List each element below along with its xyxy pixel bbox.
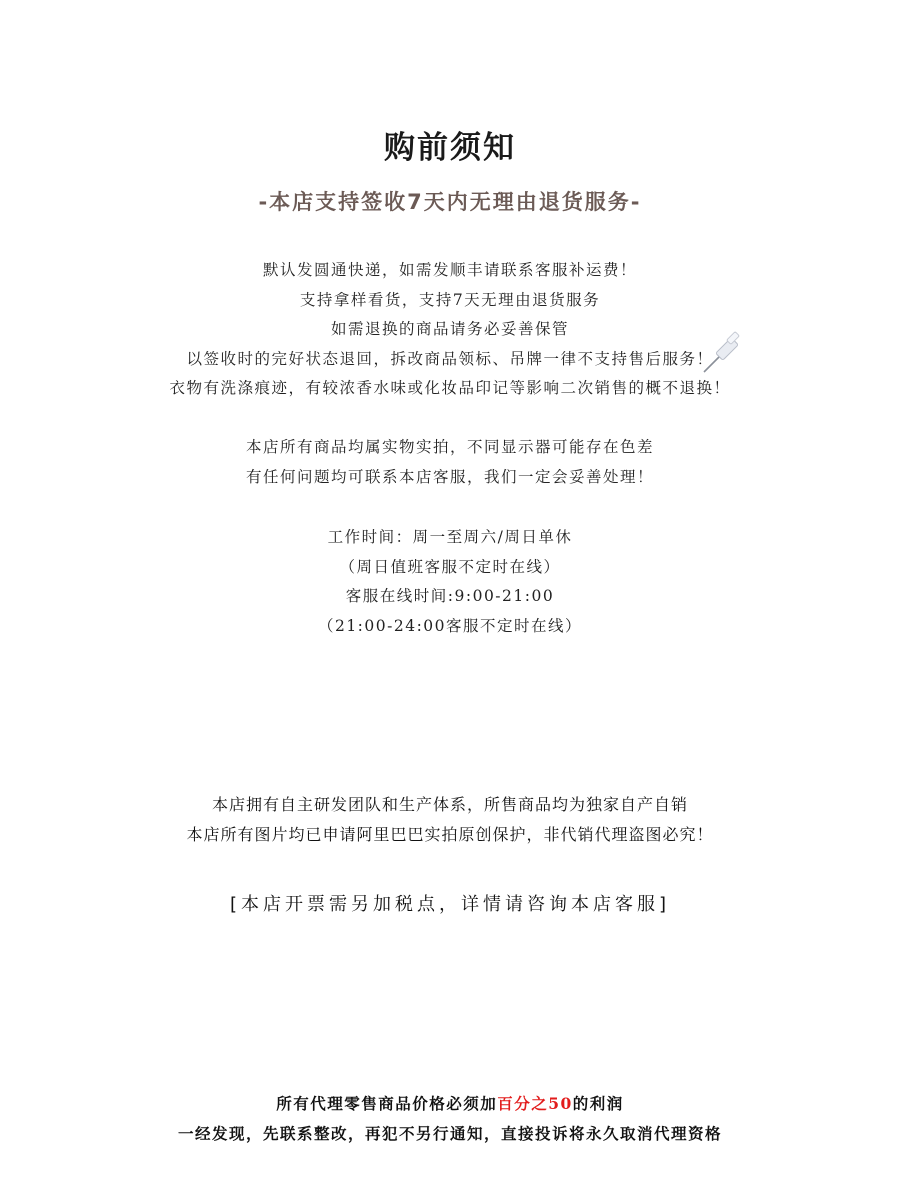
page-title: 购前须知 <box>384 130 516 166</box>
notice-line: 默认发圆通快递，如需发顺丰请联系客服补运费！ <box>262 261 637 279</box>
agent-pricing-text: 所有代理零售商品价格必须加 <box>276 1094 498 1113</box>
shipping-return-notice <box>0 256 900 404</box>
agent-pricing-text-end: 的利润 <box>572 1094 624 1113</box>
profit-margin-highlight: 百分之50 <box>497 1094 573 1113</box>
hours-line: （21:00-24:00客服不定时在线） <box>317 616 583 635</box>
push-pin-icon <box>700 330 746 376</box>
notice-line: 衣物有洗涤痕迹，有较浓香水味或化妆品印记等影响二次销售的概不退换！ <box>169 379 731 397</box>
hours-line: （周日值班客服不定时在线） <box>339 557 561 576</box>
rd-line: 本店所有图片均已申请阿里巴巴实拍原创保护，非代销代理盗图必究！ <box>186 825 714 844</box>
hours-line: 工作时间：周一至周六/周日单休 <box>327 528 573 546</box>
display-line: 有任何问题均可联系本店客服，我们一定会妥善处理！ <box>245 467 654 486</box>
agent-penalty-line: 一经发现，先联系整改，再犯不另行通知，直接投诉将永久取消代理资格 <box>177 1124 722 1143</box>
invoice-notice: [本店开票需另加税点，详情请咨询本店客服] <box>229 894 671 915</box>
notice-line: 如需退换的商品请务必妥善保管 <box>330 320 569 338</box>
display-notice <box>0 433 900 492</box>
originality-statement <box>0 790 900 850</box>
display-line: 本店所有商品均属实物实拍，不同显示器可能存在色差 <box>245 438 654 456</box>
agent-pricing-rules <box>0 1089 900 1149</box>
service-hours <box>0 523 900 641</box>
agent-pricing-line <box>0 1089 900 1119</box>
return-policy-subtitle: -本店支持签收7天内无理由退货服务- <box>258 190 642 214</box>
hours-line: 客服在线时间:9:00-21:00 <box>345 587 555 605</box>
rd-line: 本店拥有自主研发团队和生产体系，所售商品均为独家自产自销 <box>211 795 688 814</box>
notice-line: 支持拿样看货，支持7天无理由退货服务 <box>299 290 601 309</box>
notice-line: 以签收时的完好状态退回，拆改商品领标、吊牌一律不支持售后服务！ <box>186 349 714 368</box>
